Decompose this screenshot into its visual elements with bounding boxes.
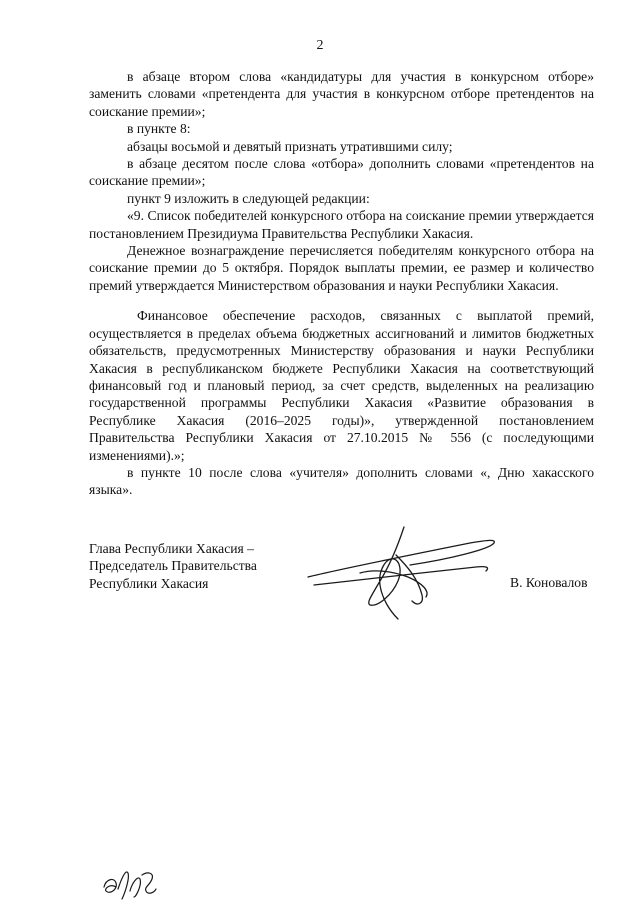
paragraph-abzac-8-9: абзацы восьмой и девятый признать утратившими силу;: [127, 138, 453, 154]
signer-name: В. Коновалов: [510, 575, 588, 590]
signatory-line-1: Глава Республики Хакасия –: [89, 541, 254, 556]
paragraph-abzac-10: в абзаце десятом после слова «отбора» дополнить словами «претендентов на соискание премии»;: [89, 156, 594, 189]
signatory-title: [89, 540, 257, 592]
paragraph-amendment-abzac-2: в абзаце втором слова «кандидатуры для участия в конкурсном отборе» заменить словами «претендента для участия в конкурсном отборе претендентов на соискание премии»;: [89, 69, 594, 119]
paragraph-point-10: в пункте 10 после слова «учителя» дополнить словами «, Дню хакасского языка».: [89, 464, 594, 498]
paragraph-financing: Финансовое обеспечение расходов, связанных с выплатой премий, осуществляется в пределах объема бюджетных ассигнований и лимитов бюджетных обязательств, предусмотренных Министерству образования и науки Республики Хакасия в республиканском бюджете Республики Хакасия на соответствующий финансовый год и плановый период, за счет средств, выделенных на реализацию государственной программы Республики Хакасия «Развитие образования в Республике Хакасия (2016–2025 годы)», утвержденной постановлением Правительства Республики Хакасия от 27.10.2015 № 556 (с последующими изменениями).»;: [89, 308, 594, 463]
handwritten-signature: [300, 515, 500, 625]
paragraph-monetary-reward: Денежное вознаграждение перечисляется победителям конкурсного отбора на соискание премии до 5 октября. Порядок выплаты премии, ее размер и количество премий утверждается Министерством образования и науки Республики Хакасия.: [89, 243, 594, 293]
signatory-line-2: Председатель Правительства: [89, 558, 257, 574]
paragraph-point-9-intro: пункт 9 изложить в следующей редакции:: [127, 190, 370, 206]
handwritten-initials: [100, 865, 160, 901]
document-body: [89, 68, 594, 499]
page-number: 2: [316, 38, 324, 53]
signatory-line-3: Республики Хакасия: [89, 575, 209, 591]
paragraph-point-9-text: «9. Список победителей конкурсного отбора на соискание премии утверждается постановлением Президиума Правительства Республики Хакасия.: [89, 208, 594, 241]
paragraph-point-8: в пункте 8:: [127, 121, 191, 137]
